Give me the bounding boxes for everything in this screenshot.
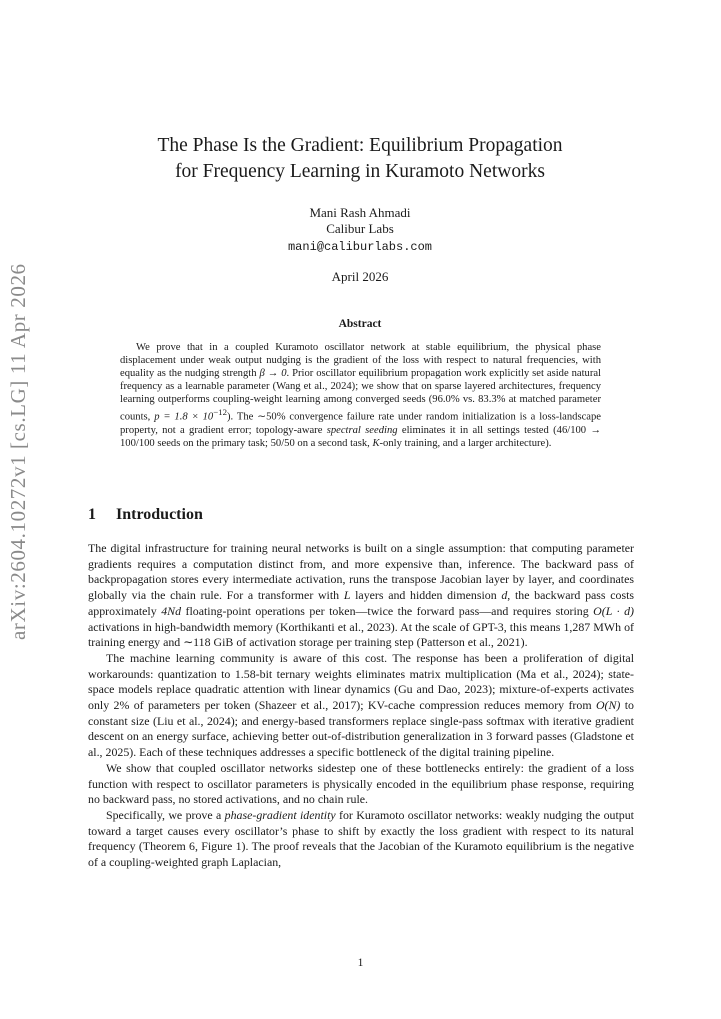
section-title: Introduction	[116, 506, 203, 523]
paragraph-4-text-a: Specifically, we prove a	[106, 807, 225, 822]
paragraph-3: We show that coupled oscillator networks sidestep one of these bottlenecks entirely: the gradient of a loss function with respect to oscillator parameters is physically encoded in the equilibrium phase response, requiring no backward pass, no stored activations, and no chain rule.	[88, 760, 634, 807]
paragraph-1-text-b: layers and hidden dimension	[350, 588, 502, 603]
title-line-1: The Phase Is the Gradient: Equilibrium Propagation	[157, 135, 563, 156]
abstract-math-k: K	[372, 438, 380, 450]
abstract-text-2: . Prior oscillator equilibrium propagation work explicitly set aside natural frequency as a learnable parameter (Wang et al., 2024); we show that on sparse layered architectures, frequency learning outperforms coupling-weight learning among converged seeds (96.0% vs. 83.3% at matched parameter counts,	[120, 368, 601, 423]
abstract-text-1: We prove that in a coupled Kuramoto oscillator network at stable equilibrium, the physical phase displacement under weak output nudging is the gradient of the loss with respect to natural frequencies, with equality as the nudging strength	[120, 342, 601, 380]
paragraph-2-text-a: The machine learning community is aware of this cost. The response has been a proliferation of digital workarounds: quantization to 1.58-bit ternary weights eliminates matrix multiplication (Ma et al., 2024); state-space models replace quadratic attention with linear dynamics (Gu and Dao, 2023); mixture-of-experts activates only 2% of parameters per token (Shazeer et al., 2017); KV-cache compression reduces memory from	[88, 650, 634, 713]
paragraph-4-text-b: for Kuramoto oscillator networks: weakly nudging the output toward a target causes every oscillator’s phase to shift by exactly the loss gradient with respect to its natural frequency (Theorem 6, Figure 1). The proof reveals that the Jacobian of the Kuramoto equilibrium is the negative of a coupling-weighted graph Laplacian,	[88, 807, 634, 870]
author-name: Mani Rash Ahmadi	[309, 205, 411, 220]
abstract-math-beta: β → 0	[259, 368, 287, 380]
abstract-text	[120, 341, 601, 450]
author-affiliation: Calibur Labs	[326, 221, 394, 236]
paragraph-1-text-d: floating-point operations per token—twice the forward pass—and requires storing	[181, 603, 594, 618]
abstract-text-3: ). The ∼50% convergence failure rate under random initialization is a loss-landscape property, not a gradient error; topology-aware	[120, 412, 601, 437]
arxiv-identifier: arXiv:2604.10272v1 [cs.LG] 11 Apr 2026	[6, 263, 30, 640]
math-o-l-d: O(L · d)	[593, 603, 634, 618]
paragraph-1-text-e: activations in high-bandwidth memory (Korthikanti et al., 2023). At the scale of GPT-3, this means 1,287 MWh of training energy and ∼118 GiB of activation storage per training step (Patterson et al., 2021).	[88, 619, 634, 650]
abstract-text-4: eliminates it in all settings tested (46/100 → 100/100 seeds on the primary task; 50/50 on a second task,	[120, 425, 601, 450]
title-line-2: for Frequency Learning in Kuramoto Networks	[175, 161, 545, 182]
abstract-text-5: -only training, and a larger architecture).	[379, 438, 552, 450]
math-4nd: 4Nd	[161, 603, 182, 618]
paragraph-4	[88, 808, 634, 871]
paragraph-2-text-b: to constant size (Liu et al., 2024); and energy-based transformers replace single-pass softmax with iterative gradient descent on an energy surface, achieving better out-of-distribution generalization in 3 forward passes (Gladstone et al., 2025). Each of these techniques addresses a specific bottleneck of the digital training pipeline.	[88, 698, 634, 760]
section-heading-introduction	[88, 506, 203, 524]
paragraph-1	[88, 541, 634, 651]
abstract-math-p: p = 1.8 × 10	[154, 412, 214, 423]
page-number: 1	[357, 957, 364, 969]
paragraph-2	[88, 651, 634, 761]
math-l: L	[343, 588, 351, 603]
paper-date: April 2026	[331, 269, 389, 284]
math-o-n: O(N)	[595, 698, 621, 713]
paragraph-1-text-a: The digital infrastructure for training neural networks is built on a single assumption: that computing parameter gradients requires a computation distinct from, and more expensive than, inference. The backward pass of backpropagation stores every intermediate activation, runs the transpose Jacobian layer by layer, and coordinates globally via the chain rule. For a transformer with	[88, 541, 634, 603]
abstract-math-exponent: −12	[213, 407, 228, 418]
math-d: d	[501, 588, 508, 603]
emphasis-phase-gradient-identity: phase-gradient identity	[224, 807, 336, 822]
paper-title	[90, 133, 630, 185]
introduction-body	[88, 541, 634, 871]
abstract-emphasis-spectral-seeding: spectral seeding	[326, 425, 398, 437]
author-email[interactable]: mani@caliburlabs.com	[287, 240, 433, 254]
paragraph-1-text-c: , the backward pass costs approximately	[88, 588, 635, 618]
section-number: 1	[88, 506, 96, 523]
abstract-heading: Abstract	[338, 318, 382, 330]
